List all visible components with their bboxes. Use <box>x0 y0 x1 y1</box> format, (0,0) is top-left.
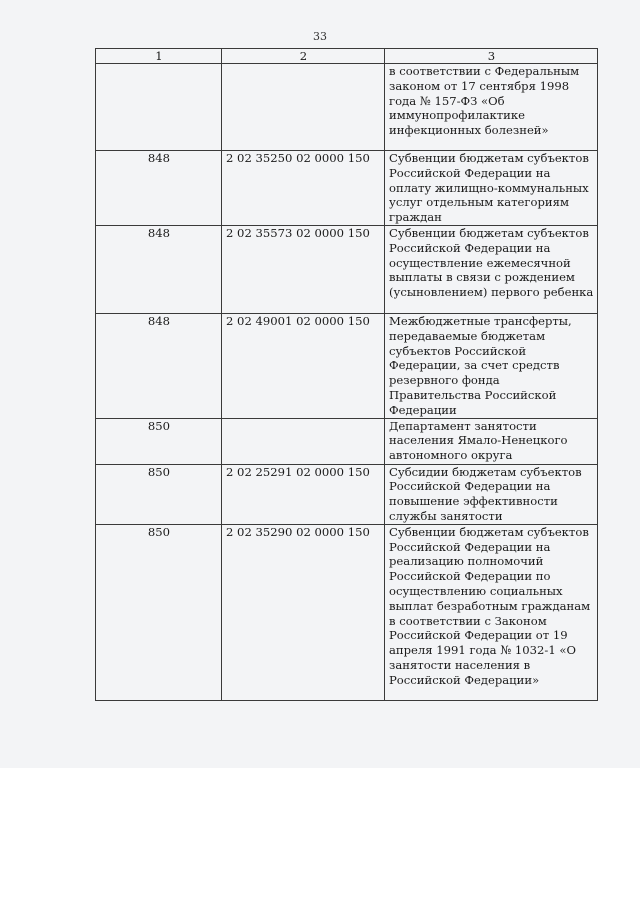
admin-code-cell: 850 <box>96 524 222 700</box>
admin-code-cell: 848 <box>96 225 222 313</box>
description-text: Субсидии бюджетам субъектов Российской Федерации на повышение эффективности службы занятости <box>389 464 582 523</box>
table-row <box>96 313 598 418</box>
budget-codes-table <box>95 48 598 701</box>
table-row <box>96 524 598 700</box>
budget-code-cell: 2 02 35250 02 0000 150 <box>222 151 385 226</box>
description-cell <box>385 524 598 700</box>
budget-code-cell: 2 02 49001 02 0000 150 <box>222 313 385 418</box>
description-text: в соответствии с Федеральным законом от 17 сентября 1998 года № 157-ФЗ «Об иммунопрофилактике инфекционных болезней» <box>389 64 580 138</box>
table-row <box>96 64 598 151</box>
description-text: Субвенции бюджетам субъектов Российской Федерации на реализацию полномочий Российской Федерации по осуществлению социальных выплат безработным гражданам в соответствии с Законом Российской Федерации от 19 апреля 1991 года № 1032-1 «О занятости населения в Российской Федерации» <box>389 524 591 687</box>
description-text: Субвенции бюджетам субъектов Российской Федерации на оплату жилищно-коммунальных услуг отдельным категориям граждан <box>389 151 589 225</box>
description-text: Межбюджетные трансферты, передаваемые бюджетам субъектов Российской Федерации, за счет средств резервного фонда Правительства Российской Федерации <box>389 313 572 417</box>
table-row <box>96 464 598 524</box>
admin-code-cell: 850 <box>96 418 222 464</box>
admin-code-cell: 848 <box>96 313 222 418</box>
budget-code-cell: 2 02 25291 02 0000 150 <box>222 464 385 524</box>
budget-code-cell <box>222 418 385 464</box>
description-cell <box>385 464 598 524</box>
header-col-1: 1 <box>96 49 222 64</box>
description-cell <box>385 64 598 151</box>
table-row <box>96 151 598 226</box>
page-number: 33 <box>313 30 327 43</box>
description-cell <box>385 225 598 313</box>
admin-code-cell: 850 <box>96 464 222 524</box>
budget-code-cell <box>222 64 385 151</box>
budget-code-cell: 2 02 35290 02 0000 150 <box>222 524 385 700</box>
table-row <box>96 418 598 464</box>
budget-code-cell: 2 02 35573 02 0000 150 <box>222 225 385 313</box>
header-col-3: 3 <box>385 49 598 64</box>
header-col-2: 2 <box>222 49 385 64</box>
admin-code-cell: 848 <box>96 151 222 226</box>
description-cell <box>385 151 598 226</box>
admin-code-cell <box>96 64 222 151</box>
description-text: Департамент занятости населения Ямало-Ненецкого автономного округа <box>389 418 568 463</box>
table-header-row <box>96 49 598 64</box>
table-row <box>96 225 598 313</box>
description-cell <box>385 418 598 464</box>
description-text: Субвенции бюджетам субъектов Российской Федерации на осуществление ежемесячной выплаты в связи с рождением (усыновлением) первого ребенка <box>389 225 594 300</box>
description-cell <box>385 313 598 418</box>
